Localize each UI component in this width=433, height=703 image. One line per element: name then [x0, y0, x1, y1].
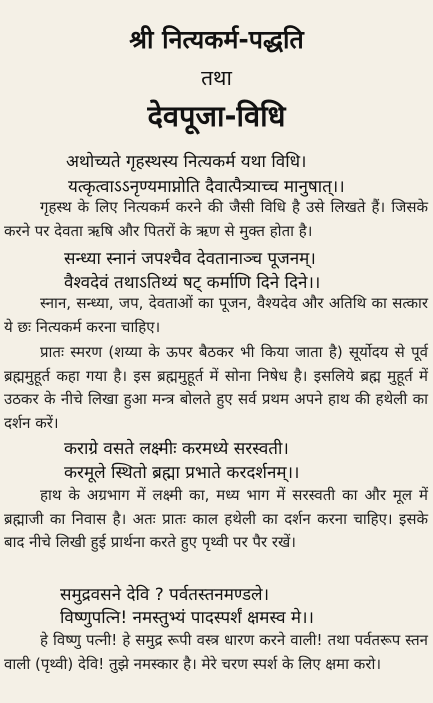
verse-3-line-2: करमूले स्थितो ब्रह्मा प्रभाते करदर्शनम्।। [64, 463, 300, 483]
verse-2-line-2: वैश्वदेवं तथाऽतिथ्यं षट् कर्माणि दिने दिने।। [64, 273, 321, 293]
paragraph-2: स्नान, सन्ध्या, जप, देवताओं का पूजन, वैश्यदेव और अतिथि का सत्कार ये छः नित्यकर्म करना चाहिए। [4, 294, 428, 336]
title-conjunction: तथा [201, 66, 232, 90]
verse-4-line-1: समुद्रवसने देवि ? पर्वतस्तनमण्डले। [60, 585, 270, 605]
verse-1-line-1: अथोच्यते गृहस्थस्य नित्यकर्म यथा विधि। [66, 152, 307, 172]
verse-4-line-2: विष्णुपत्नि! नमस्तुभ्यं पादस्पर्शं क्षमस्व मे।। [60, 608, 314, 628]
verse-1-line-2: यत्कृत्वाऽऽनृण्यमाप्नोति दैवात्पैत्र्याच्च मानुषात्।। [68, 177, 345, 197]
paragraph-5: हे विष्णु पत्नी! हे समुद्र रूपी वस्त्र धारण करने वाली! तथा पर्वतरूप स्तन वाली (पृथ्वी) देवि! तुझे नमस्कार है। मेरे चरण स्पर्श के लिए क्षमा करो। [4, 631, 428, 673]
page-title: श्री नित्यकर्म-पद्धति [129, 25, 304, 54]
page-subtitle: देवपूजा-विधि [147, 99, 286, 133]
verse-2-line-1: सन्ध्या स्नानं जपश्चैव देवतानाञ्च पूजनम्। [64, 249, 316, 269]
paragraph-4: हाथ के अग्रभाग में लक्ष्मी का, मध्य भाग में सरस्वती का और मूल में ब्रह्माजी का निवास है। अतः प्रातः काल हथेली का दर्शन करना चाहिए। इसके बाद नीचे लिखी हुई प्रार्थना करते हुए पृथ्वी पर पैर रखें। [4, 486, 428, 551]
paragraph-1: गृहस्थ के लिए नित्यकर्म करने की जैसी विधि है उसे लिखते हैं। जिसके करने पर देवता ऋषि और पितरों के ऋण से मुक्त होता है। [4, 198, 428, 240]
paragraph-3: प्रातः स्मरण (शय्या के ऊपर बैठकर भी किया जाता है) सूर्योदय से पूर्व ब्रह्ममुहूर्त कहा गया है। इस ब्रह्ममुहूर्त में सोना निषेध है। इसलिये ब्रह्म मुहूर्त में उठकर के नीचे लिखा हुआ मन्त्र बोलते हुए सर्व प्रथम अपने हाथ की हथेली का दर्शन करें। [4, 343, 428, 432]
verse-3-line-1: कराग्रे वसते लक्ष्मीः करमध्ये सरस्वती। [64, 439, 289, 459]
